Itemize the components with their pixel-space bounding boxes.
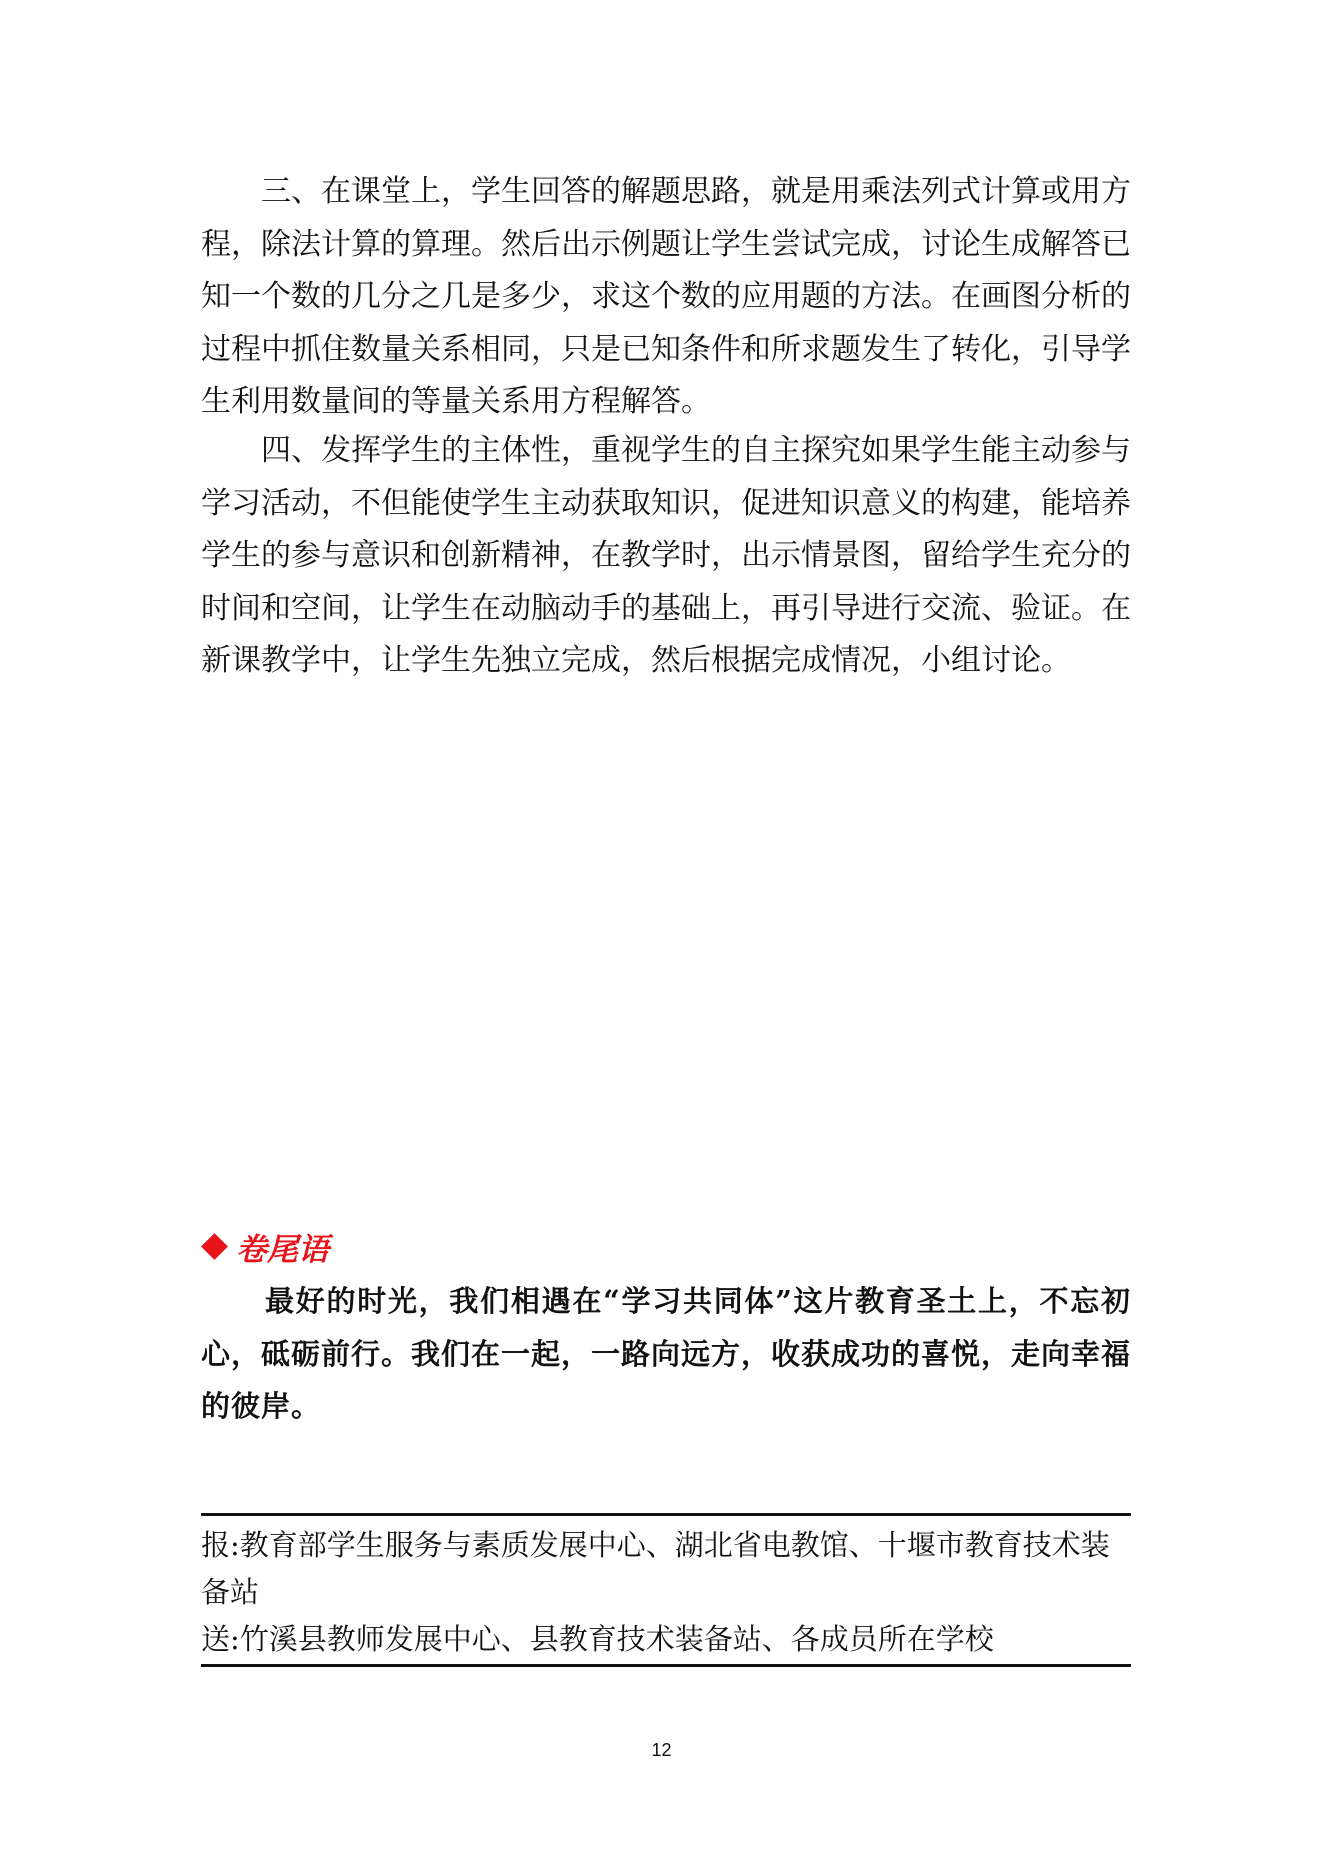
diamond-icon <box>201 1233 228 1260</box>
closing-text: 最好的时光，我们相遇在“学习共同体”这片教育圣土上，不忘初心，砥砺前行。我们在一起，一路向远方，收获成功的喜悦，走向幸福的彼岸。 <box>201 1284 1132 1423</box>
closing-heading <box>201 1224 329 1269</box>
distribution-top-rule <box>201 1513 1131 1516</box>
distribution-bottom-rule <box>201 1664 1131 1667</box>
distribution-send-line: 送:竹溪县教师发展中心、县教育技术装备站、各成员所在学校 <box>201 1622 994 1656</box>
page-number: 12 <box>651 1740 672 1760</box>
closing-heading-label: 卷尾语 <box>236 1232 329 1268</box>
body-paragraph-3: 三、在课堂上，学生回答的解题思路，就是用乘法列式计算或用方程，除法计算的算理。然后出示例题让学生尝试完成，讨论生成解答已知一个数的几分之几是多少，求这个数的应用题的方法。在画图分析的过程中抓住数量关系相同，只是已知条件和所求题发生了转化，引导学生利用数量间的等量关系用方程解答。 <box>201 174 1131 419</box>
body-paragraph-4: 四、发挥学生的主体性，重视学生的自主探究如果学生能主动参与学习活动，不但能使学生主动获取知识，促进知识意义的构建，能培养学生的参与意识和创新精神，在教学时，出示情景图，留给学生充分的时间和空间，让学生在动脑动手的基础上，再引导进行交流、验证。在新课教学中，让学生先独立完成，然后根据完成情况，小组讨论。 <box>201 433 1131 678</box>
distribution-report-line: 报:教育部学生服务与素质发展中心、湖北省电教馆、十堰市教育技术装备站 <box>201 1528 1110 1609</box>
